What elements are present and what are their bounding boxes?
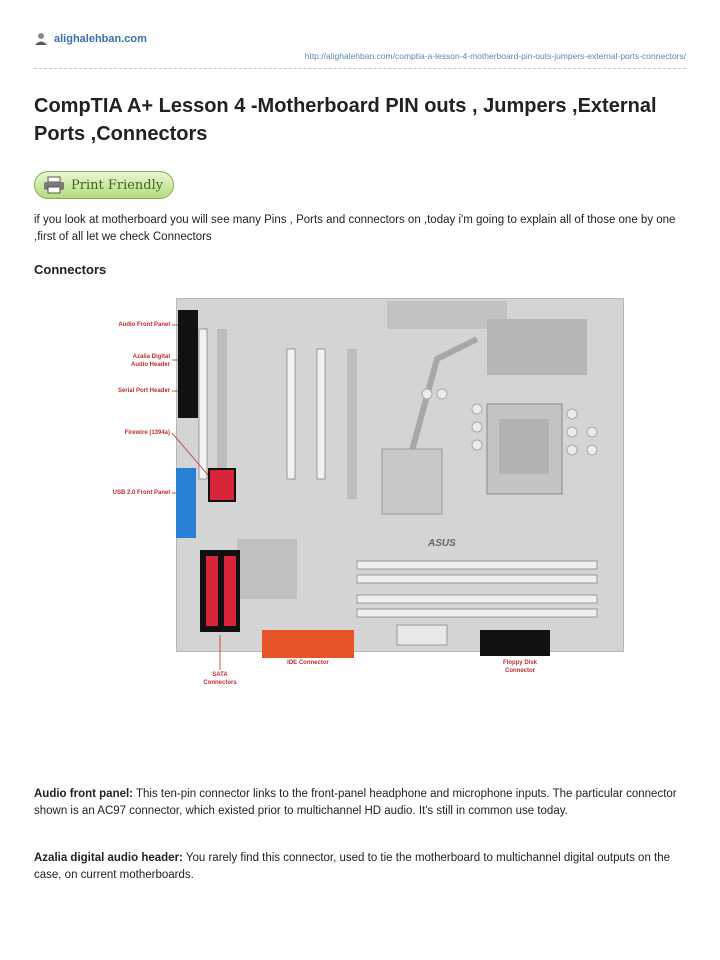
motherboard-figure <box>90 290 650 710</box>
label-azalia-line1: Azalia Digital <box>132 354 170 360</box>
desc-audio-front-panel: This ten-pin connector links to the front-panel headphone and microphone inputs. The particular connector shown is an AC97 connector, which existed prior to multichannel HD audio. It's still in common use today. <box>34 788 677 817</box>
board-logo: ASUS <box>428 538 456 549</box>
page-url[interactable]: http://alighalehban.com/comptia-a-lesson-4-motherboard-pin-outs-jumpers-external-ports-connectors/ <box>304 51 686 61</box>
paragraph-audio-front-panel <box>34 786 684 820</box>
desc-azalia: You rarely find this connector, used to tie the motherboard to multichannel digital outputs on the case, on current motherboards. <box>34 852 671 881</box>
label-sata-line2: Connectors <box>203 680 237 686</box>
callout-lines <box>90 290 650 710</box>
site-header <box>34 32 147 46</box>
term-azalia: Azalia digital audio header: <box>34 852 183 864</box>
label-ide-connector: IDE Connector <box>287 660 329 666</box>
header-divider <box>34 68 686 69</box>
label-firewire: Firewire (1394a) <box>124 430 170 436</box>
label-sata-line1: SATA <box>212 672 228 678</box>
article-title: CompTIA A+ Lesson 4 -Motherboard PIN outs , Jumpers ,External Ports ,Connectors <box>34 95 657 145</box>
section-heading: Connectors <box>34 262 107 277</box>
label-audio-front-panel: Audio Front Panel <box>118 322 170 328</box>
label-usb-front-panel: USB 2.0 Front Panel <box>112 490 170 496</box>
printer-icon <box>43 176 65 194</box>
term-audio-front-panel: Audio front panel: <box>34 788 134 800</box>
intro-text: if you look at motherboard you will see many Pins , Ports and connectors on ,today i'm going to explain all of those one by one ,first of all let we check Connectors <box>34 214 676 243</box>
label-azalia-line2: Audio Header <box>130 362 170 368</box>
paragraph-azalia <box>34 850 684 884</box>
site-name[interactable]: alighalehban.com <box>54 33 147 45</box>
label-floppy-line1: Floppy Disk <box>502 660 537 666</box>
print-friendly-button[interactable] <box>34 171 174 199</box>
label-floppy-line2: Connector <box>505 668 535 674</box>
print-friendly-label: Print Friendly <box>71 177 164 193</box>
label-serial-port: Serial Port Header <box>117 388 170 394</box>
site-logo-icon <box>34 32 48 46</box>
